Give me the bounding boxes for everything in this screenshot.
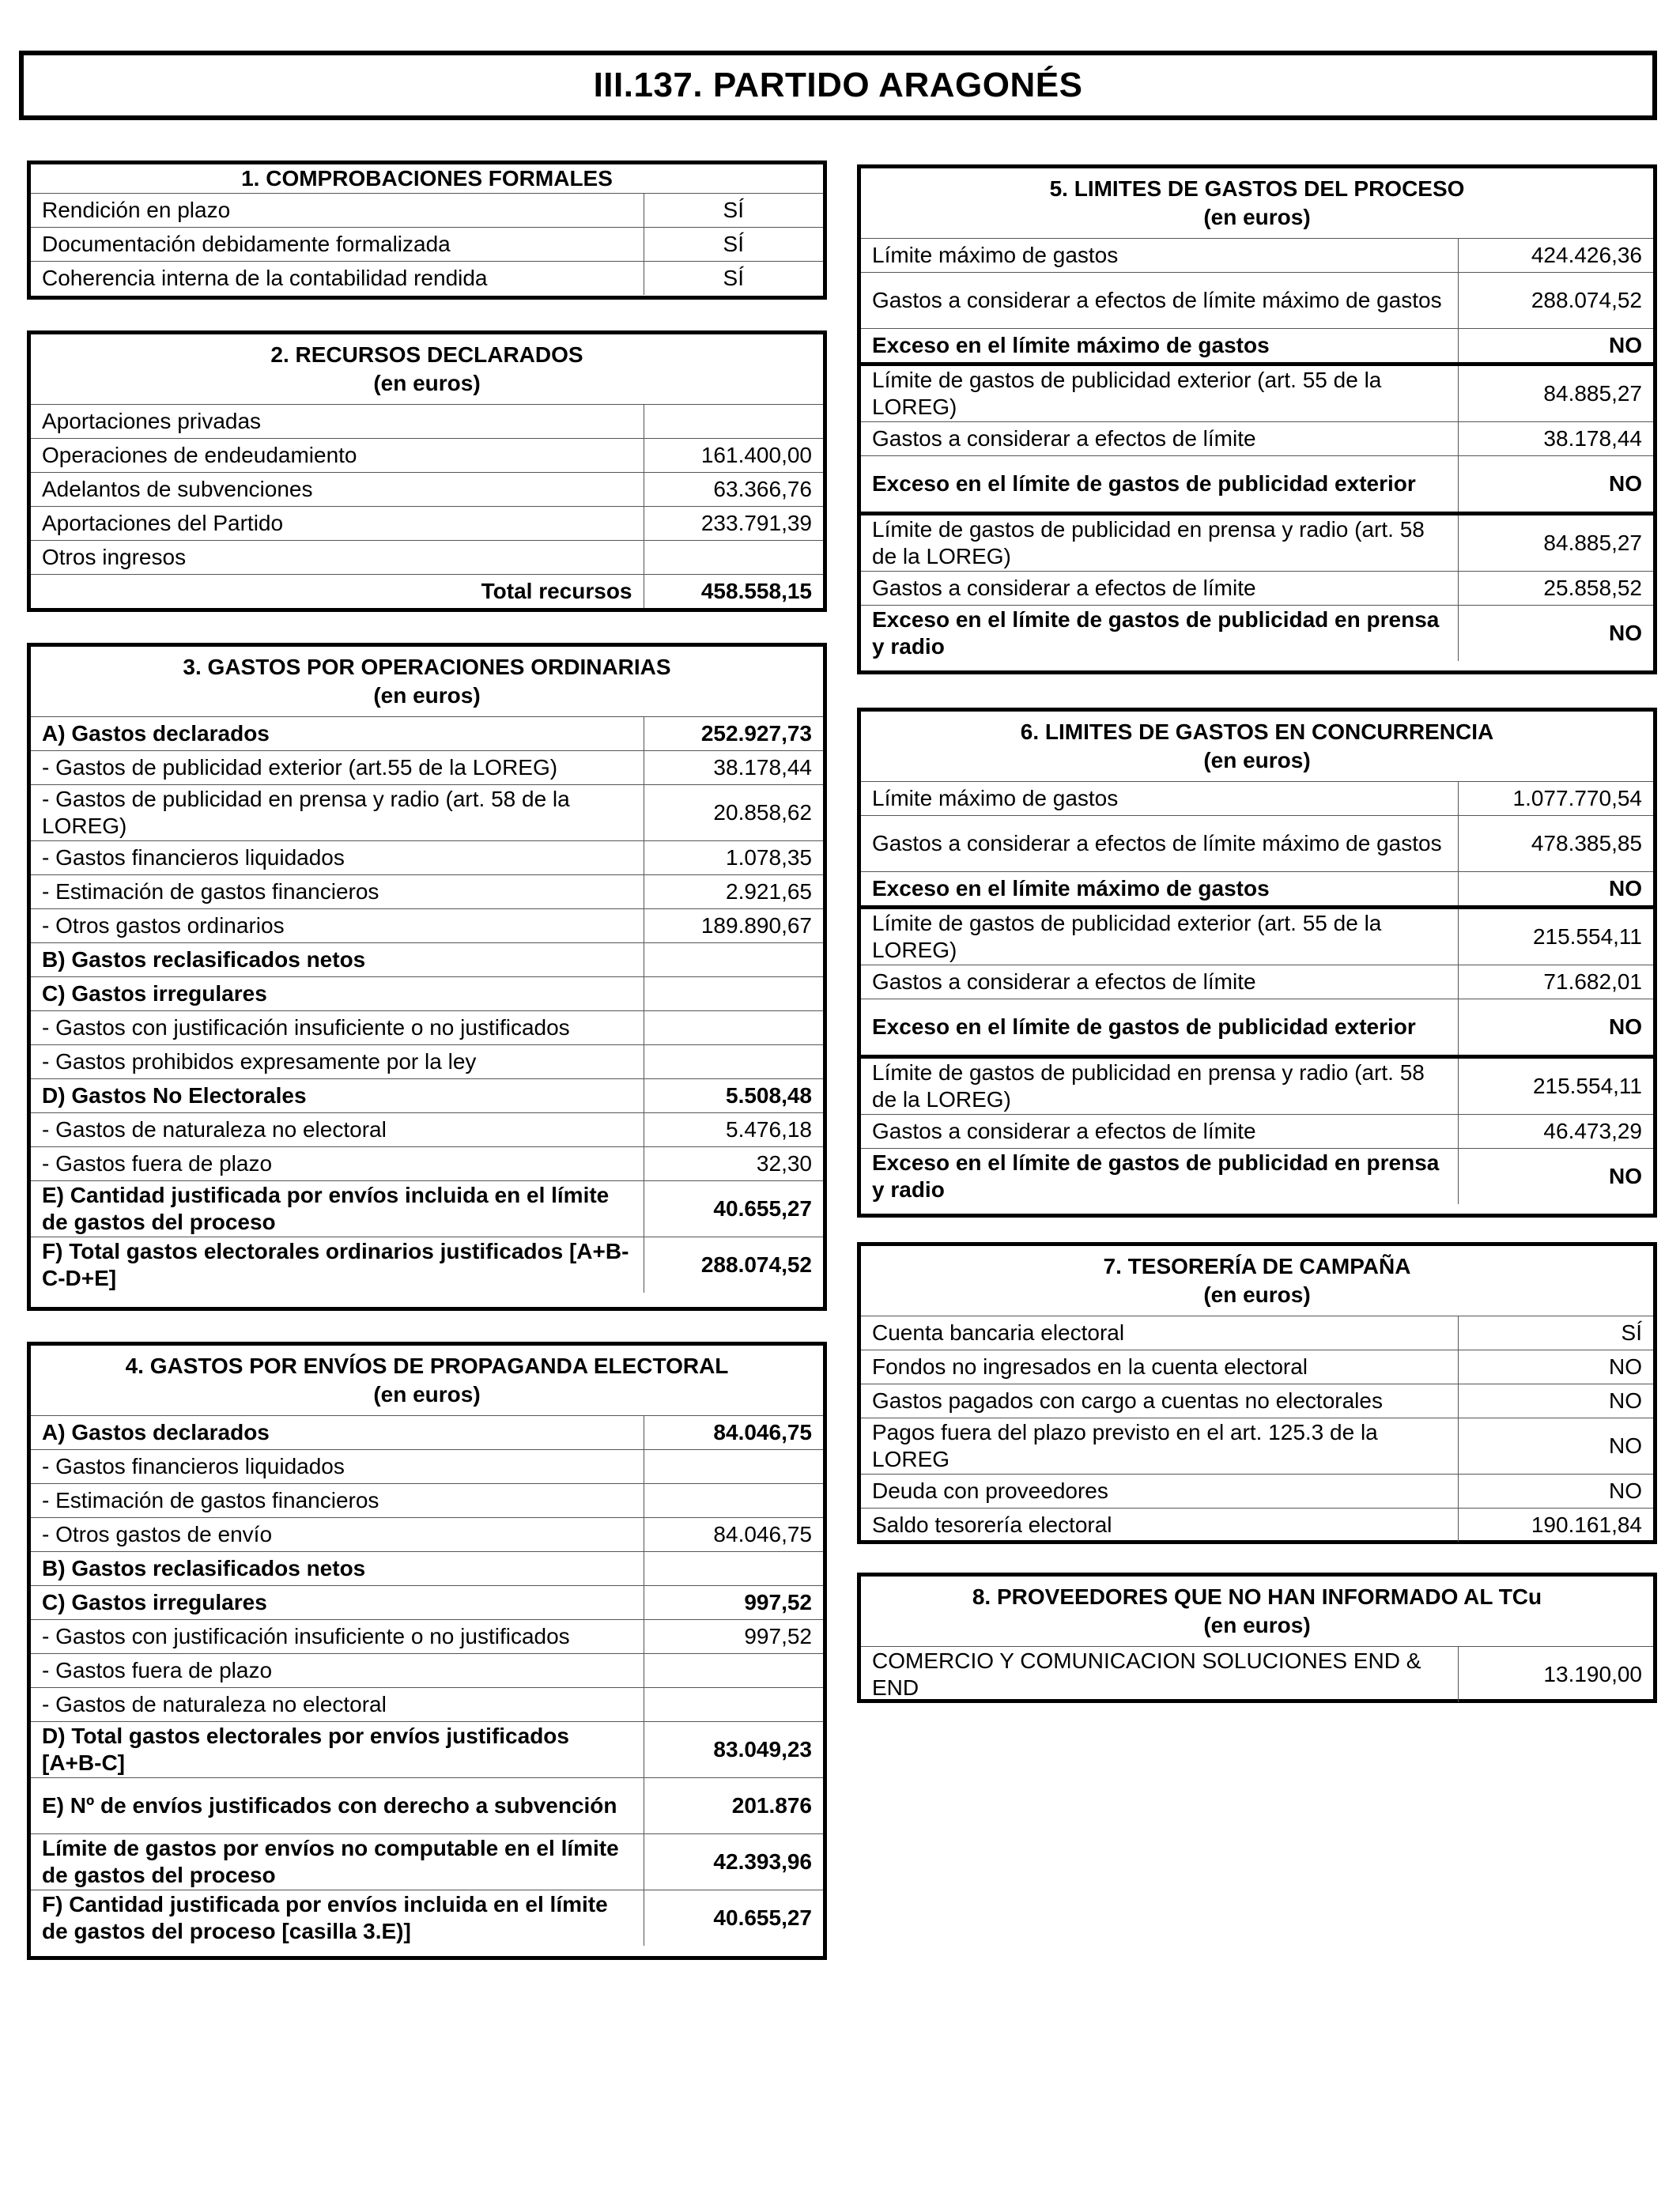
cell-label: - Gastos de publicidad en prensa y radio (art. 58 de la LOREG) [31,785,644,841]
section-title: 6. LIMITES DE GASTOS EN CONCURRENCIA (en euros) [861,712,1653,782]
table-row [861,572,1653,606]
cell-value: 38.178,44 [644,751,823,785]
cell-label: A) Gastos declarados [31,1416,644,1450]
table-row [31,1586,823,1620]
table-row [31,1518,823,1552]
cell-label: Exceso en el límite de gastos de publicidad en prensa y radio [861,606,1458,662]
table-row [31,439,823,473]
cell-value [644,405,823,439]
table-row [31,909,823,943]
table-row [31,1147,823,1181]
cell-label: - Gastos de publicidad exterior (art.55 de la LOREG) [31,751,644,785]
cell-label: - Gastos fuera de plazo [31,1147,644,1181]
table-row [31,785,823,841]
table-row [31,841,823,875]
cell-label: B) Gastos reclasificados netos [31,943,644,977]
table-row [31,1834,823,1890]
table-row [31,1654,823,1688]
cell-label: Operaciones de endeudamiento [31,439,644,473]
cell-value: 288.074,52 [644,1237,823,1293]
table-row [861,1350,1653,1384]
table-row [31,1778,823,1834]
table-row [31,1181,823,1237]
cell-value: NO [1458,1384,1653,1418]
cell-label: D) Gastos No Electorales [31,1079,644,1113]
table-row [31,751,823,785]
cell-label: E) Nº de envíos justificados con derecho a subvención [31,1778,644,1834]
table-row [861,1384,1653,1418]
table-row [861,908,1653,965]
cell-value: 46.473,29 [1458,1115,1653,1149]
cell-value: 1.078,35 [644,841,823,875]
table-row [31,541,823,575]
table-row [861,514,1653,572]
cell-label: Otros ingresos [31,541,644,575]
section-proveedores-no-informado [857,1573,1657,1703]
table-row [861,816,1653,872]
cell-value: NO [1458,999,1653,1057]
section-gastos-operaciones-ordinarias [27,643,827,1311]
table-row [31,194,823,228]
cell-label: - Otros gastos ordinarios [31,909,644,943]
section-recursos-declarados [27,330,827,612]
cell-label: Coherencia interna de la contabilidad rendida [31,262,644,296]
cell-label: Aportaciones del Partido [31,507,644,541]
cell-value: 201.876 [644,1778,823,1834]
cell-value [644,1688,823,1722]
section-title: 8. PROVEEDORES QUE NO HAN INFORMADO AL TCu (en euros) [861,1577,1653,1647]
table-row [31,262,823,296]
table-row [861,606,1653,662]
cell-value: 40.655,27 [644,1890,823,1947]
cell-value [644,1045,823,1079]
cell-label: Límite de gastos por envíos no computable en el límite de gastos del proceso [31,1834,644,1890]
cell-label: E) Cantidad justificada por envíos incluida en el límite de gastos del proceso [31,1181,644,1237]
cell-label: Exceso en el límite máximo de gastos [861,329,1458,364]
cell-label: - Gastos financieros liquidados [31,841,644,875]
cell-value: 189.890,67 [644,909,823,943]
cell-label: Fondos no ingresados en la cuenta electoral [861,1350,1458,1384]
cell-label: Pagos fuera del plazo previsto en el art. 125.3 de la LOREG [861,1418,1458,1475]
cell-value: SÍ [1458,1316,1653,1350]
cell-value: NO [1458,1350,1653,1384]
table-row [31,977,823,1011]
section-comprobaciones-formales [27,160,827,300]
cell-label: Límite máximo de gastos [861,782,1458,816]
section-tesoreria-campana [857,1242,1657,1544]
cell-value: SÍ [644,228,823,262]
cell-label: - Gastos con justificación insuficiente o no justificados [31,1620,644,1654]
cell-label: F) Total gastos electorales ordinarios justificados [A+B-C-D+E] [31,1237,644,1293]
cell-label: A) Gastos declarados [31,717,644,751]
table-row [861,1149,1653,1205]
cell-label: - Estimación de gastos financieros [31,1484,644,1518]
table-row [31,1011,823,1045]
page-title: III.137. PARTIDO ARAGONÉS [19,51,1657,120]
cell-value [644,1484,823,1518]
cell-label: B) Gastos reclasificados netos [31,1552,644,1586]
cell-label: Gastos a considerar a efectos de límite [861,572,1458,606]
cell-label: - Gastos de naturaleza no electoral [31,1688,644,1722]
table-row [31,228,823,262]
cell-value: NO [1458,1418,1653,1475]
section-title: 3. GASTOS POR OPERACIONES ORDINARIAS (en euros) [31,647,823,717]
cell-label: - Gastos financieros liquidados [31,1450,644,1484]
cell-label: Rendición en plazo [31,194,644,228]
table-row [31,943,823,977]
table-row [31,875,823,909]
section-limites-gastos-proceso [857,164,1657,674]
cell-label: Exceso en el límite de gastos de publicidad exterior [861,456,1458,514]
cell-label: - Gastos prohibidos expresamente por la ley [31,1045,644,1079]
cell-value: NO [1458,1475,1653,1509]
cell-label: Límite de gastos de publicidad en prensa y radio (art. 58 de la LOREG) [861,1057,1458,1115]
cell-label: D) Total gastos electorales por envíos justificados [A+B-C] [31,1722,644,1778]
table-row [31,1552,823,1586]
cell-label: Gastos a considerar a efectos de límite [861,422,1458,456]
table-row [861,329,1653,364]
cell-value: 215.554,11 [1458,1057,1653,1115]
total-row [31,1890,823,1947]
cell-value: 424.426,36 [1458,239,1653,273]
table-row [861,1316,1653,1350]
table-row [31,1722,823,1778]
section-title: 7. TESORERÍA DE CAMPAÑA (en euros) [861,1246,1653,1316]
cell-label: Gastos a considerar a efectos de límite [861,1115,1458,1149]
cell-value [644,1011,823,1045]
cell-value: 63.366,76 [644,473,823,507]
cell-label: - Gastos de naturaleza no electoral [31,1113,644,1147]
cell-value: 84.885,27 [1458,364,1653,422]
cell-value: NO [1458,329,1653,364]
cell-label: COMERCIO Y COMUNICACION SOLUCIONES END & END [861,1647,1458,1703]
cell-value: NO [1458,606,1653,662]
table-row [861,364,1653,422]
table-row [861,872,1653,908]
table-row [861,1647,1653,1703]
cell-label: Límite de gastos de publicidad exterior (art. 55 de la LOREG) [861,364,1458,422]
cell-value: 997,52 [644,1620,823,1654]
total-row [31,575,823,609]
cell-value [644,977,823,1011]
table-row [861,422,1653,456]
cell-value: 233.791,39 [644,507,823,541]
cell-label: - Estimación de gastos financieros [31,875,644,909]
table-row [31,1484,823,1518]
cell-value: 20.858,62 [644,785,823,841]
table-row [861,1418,1653,1475]
cell-value [644,1552,823,1586]
cell-label: Gastos a considerar a efectos de límite máximo de gastos [861,816,1458,872]
cell-label: - Gastos fuera de plazo [31,1654,644,1688]
table-row [31,1079,823,1113]
table-row [31,1620,823,1654]
table-row [31,1045,823,1079]
cell-value: 5.476,18 [644,1113,823,1147]
table-row [31,1450,823,1484]
cell-value: 71.682,01 [1458,965,1653,999]
table-row [861,273,1653,329]
cell-label: Cuenta bancaria electoral [861,1316,1458,1350]
table-row [861,999,1653,1057]
cell-value: SÍ [644,194,823,228]
cell-label: Exceso en el límite máximo de gastos [861,872,1458,908]
cell-value: 42.393,96 [644,1834,823,1890]
cell-label: Límite máximo de gastos [861,239,1458,273]
table-row [861,456,1653,514]
cell-label: Deuda con proveedores [861,1475,1458,1509]
cell-value: NO [1458,1149,1653,1205]
table-row [861,965,1653,999]
table-row [861,1115,1653,1149]
cell-value: 5.508,48 [644,1079,823,1113]
cell-value: 38.178,44 [1458,422,1653,456]
table-row [31,1416,823,1450]
cell-label: C) Gastos irregulares [31,977,644,1011]
table-row [31,1688,823,1722]
cell-value: 84.046,75 [644,1416,823,1450]
section-title: 4. GASTOS POR ENVÍOS DE PROPAGANDA ELECTORAL (en euros) [31,1346,823,1416]
cell-value: 478.385,85 [1458,816,1653,872]
cell-value [644,1450,823,1484]
cell-label: F) Cantidad justificada por envíos incluida en el límite de gastos del proceso [casilla 3.E)] [31,1890,644,1947]
cell-label: Saldo tesorería electoral [861,1509,1458,1543]
section-title: 5. LIMITES DE GASTOS DEL PROCESO (en euros) [861,168,1653,239]
cell-value [644,541,823,575]
section-gastos-envios-propaganda [27,1342,827,1960]
table-row [861,1057,1653,1115]
cell-value: 1.077.770,54 [1458,782,1653,816]
cell-value: 215.554,11 [1458,908,1653,965]
section-limites-gastos-concurrencia [857,708,1657,1218]
cell-label: Límite de gastos de publicidad en prensa y radio (art. 58 de la LOREG) [861,514,1458,572]
table-row [31,405,823,439]
section-title: 1. COMPROBACIONES FORMALES [31,164,823,194]
cell-value: 13.190,00 [1458,1647,1653,1703]
cell-label: Total recursos [31,575,644,609]
cell-label: Adelantos de subvenciones [31,473,644,507]
cell-value: 252.927,73 [644,717,823,751]
cell-label: - Otros gastos de envío [31,1518,644,1552]
cell-label: 458.558,15 [644,575,823,609]
table-row [861,782,1653,816]
cell-label: Gastos a considerar a efectos de límite máximo de gastos [861,273,1458,329]
total-row [31,1237,823,1293]
cell-value: 2.921,65 [644,875,823,909]
cell-value: 161.400,00 [644,439,823,473]
cell-label: Aportaciones privadas [31,405,644,439]
cell-label: Gastos pagados con cargo a cuentas no electorales [861,1384,1458,1418]
cell-value: 84.885,27 [1458,514,1653,572]
cell-value: 997,52 [644,1586,823,1620]
cell-label: Gastos a considerar a efectos de límite [861,965,1458,999]
cell-label: Exceso en el límite de gastos de publicidad exterior [861,999,1458,1057]
table-row [861,1509,1653,1543]
cell-value: 83.049,23 [644,1722,823,1778]
cell-value [644,943,823,977]
cell-value: NO [1458,872,1653,908]
cell-value: 40.655,27 [644,1181,823,1237]
table-row [31,507,823,541]
table-row [861,239,1653,273]
cell-label: - Gastos con justificación insuficiente o no justificados [31,1011,644,1045]
table-row [861,1475,1653,1509]
cell-value [644,1654,823,1688]
cell-label: Límite de gastos de publicidad exterior (art. 55 de la LOREG) [861,908,1458,965]
table-row [31,1113,823,1147]
section-title: 2. RECURSOS DECLARADOS (en euros) [31,334,823,405]
cell-label: Documentación debidamente formalizada [31,228,644,262]
cell-value: 288.074,52 [1458,273,1653,329]
cell-value: 84.046,75 [644,1518,823,1552]
table-row [31,717,823,751]
cell-value: NO [1458,456,1653,514]
cell-value: SÍ [644,262,823,296]
cell-value: 32,30 [644,1147,823,1181]
cell-label: C) Gastos irregulares [31,1586,644,1620]
cell-value: 25.858,52 [1458,572,1653,606]
cell-value: 190.161,84 [1458,1509,1653,1543]
cell-label: Exceso en el límite de gastos de publicidad en prensa y radio [861,1149,1458,1205]
table-row [31,473,823,507]
